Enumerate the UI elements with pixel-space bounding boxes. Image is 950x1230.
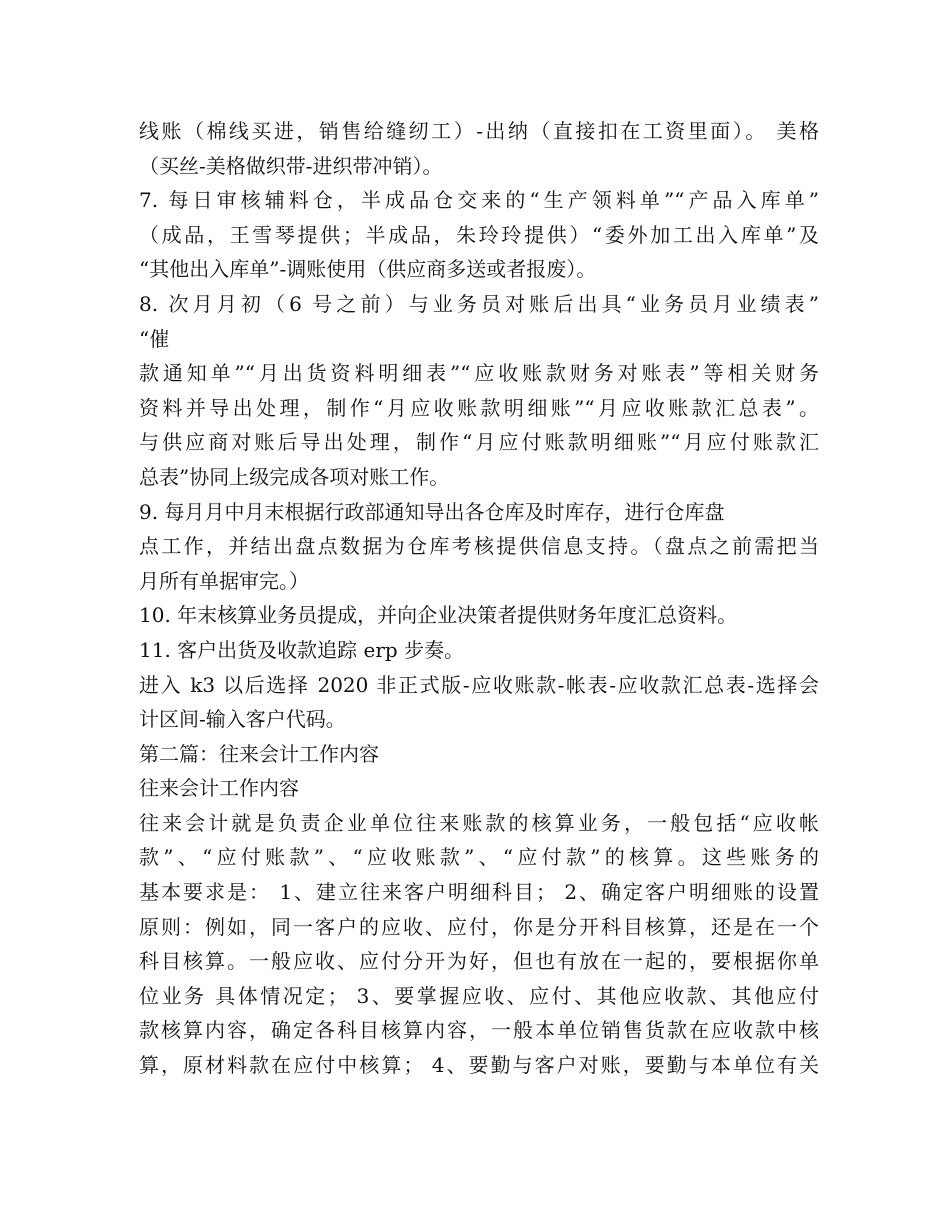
text-line: 进入 k3 以后选择 2020 非正式版-应收账款-帐表-应收款汇总表-选择会 — [139, 672, 819, 697]
text-line: 款核算内容，确定各科目核算内容，一般本单位销售货款在应收款中核 — [139, 1018, 819, 1043]
text-line: 点工作，并结出盘点数据为仓库考核提供信息支持。（盘点之前需把当 — [139, 534, 819, 559]
document-page — [139, 114, 819, 1083]
text-line: 位业务 具体情况定； 3、要掌握应收、应付、其他应收款、其他应付 — [139, 983, 819, 1008]
text-line: （成品，王雪琴提供；半成品，朱玲玲提供）“委外加工出入库单”及 — [139, 222, 819, 247]
text-line: 线账（棉线买进，销售给缝纫工）-出纳（直接扣在工资里面）。 美格 — [139, 119, 819, 143]
text-line: 基本要求是： 1、建立往来客户明细科目； 2、确定客户明细账的设置 — [139, 880, 819, 905]
text-line: 资料并导出处理，制作“月应收账款明细账”“月应收账款汇总表”。 — [139, 395, 819, 420]
text-line: 总表”协同上级完成各项对账工作。 — [139, 464, 450, 489]
text-line: 款通知单”“月出货资料明细表”“应收账款财务对账表”等相关财务 — [139, 361, 819, 386]
text-line: 计区间-输入客户代码。 — [139, 707, 346, 732]
section-subtitle: 往来会计工作内容 — [139, 776, 299, 801]
text-line: 8. 次月月初（6 号之前）与业务员对账后出具“业务员月业绩表” — [139, 291, 819, 316]
text-line: 往来会计就是负责企业单位往来账款的核算业务，一般包括“应收帐 — [139, 810, 819, 835]
text-line: 原则：例如，同一客户的应收、应付，你是分开科目核算，还是在一个 — [139, 914, 819, 939]
text-line: 月所有单据审完。） — [139, 568, 309, 593]
text-line: （买丝-美格做织带-进织带冲销）。 — [139, 153, 443, 178]
text-line: 款”、“应付账款”、“应收账款”、“应付款”的核算。这些账务的 — [139, 845, 819, 870]
text-line: 7. 每日审核辅料仓，半成品仓交来的“生产领料单”“产品入库单” — [139, 188, 819, 213]
text-line: 与供应商对账后导出处理，制作“月应付账款明细账”“月应付账款汇 — [139, 430, 819, 455]
text-line: 10. 年末核算业务员提成，并向企业决策者提供财务年度汇总资料。 — [139, 603, 738, 628]
text-line: 科目核算。一般应收、应付分开为好，但也有放在一起的，要根据你单 — [139, 949, 819, 974]
text-line: 算，原材料款在应付中核算； 4、要勤与客户对账，要勤与本单位有关 — [139, 1053, 819, 1078]
text-line: 9. 每月月中月末根据行政部通知导出各仓库及时库存，进行仓库盘 — [139, 499, 725, 524]
text-line: 11. 客户出货及收款追踪 erp 步奏。 — [139, 637, 465, 662]
text-line: “催 — [139, 326, 170, 351]
section-title: 第二篇：往来会计工作内容 — [139, 741, 379, 766]
text-line: “其他出入库单”-调账使用（供应商多送或者报废）。 — [139, 257, 597, 282]
